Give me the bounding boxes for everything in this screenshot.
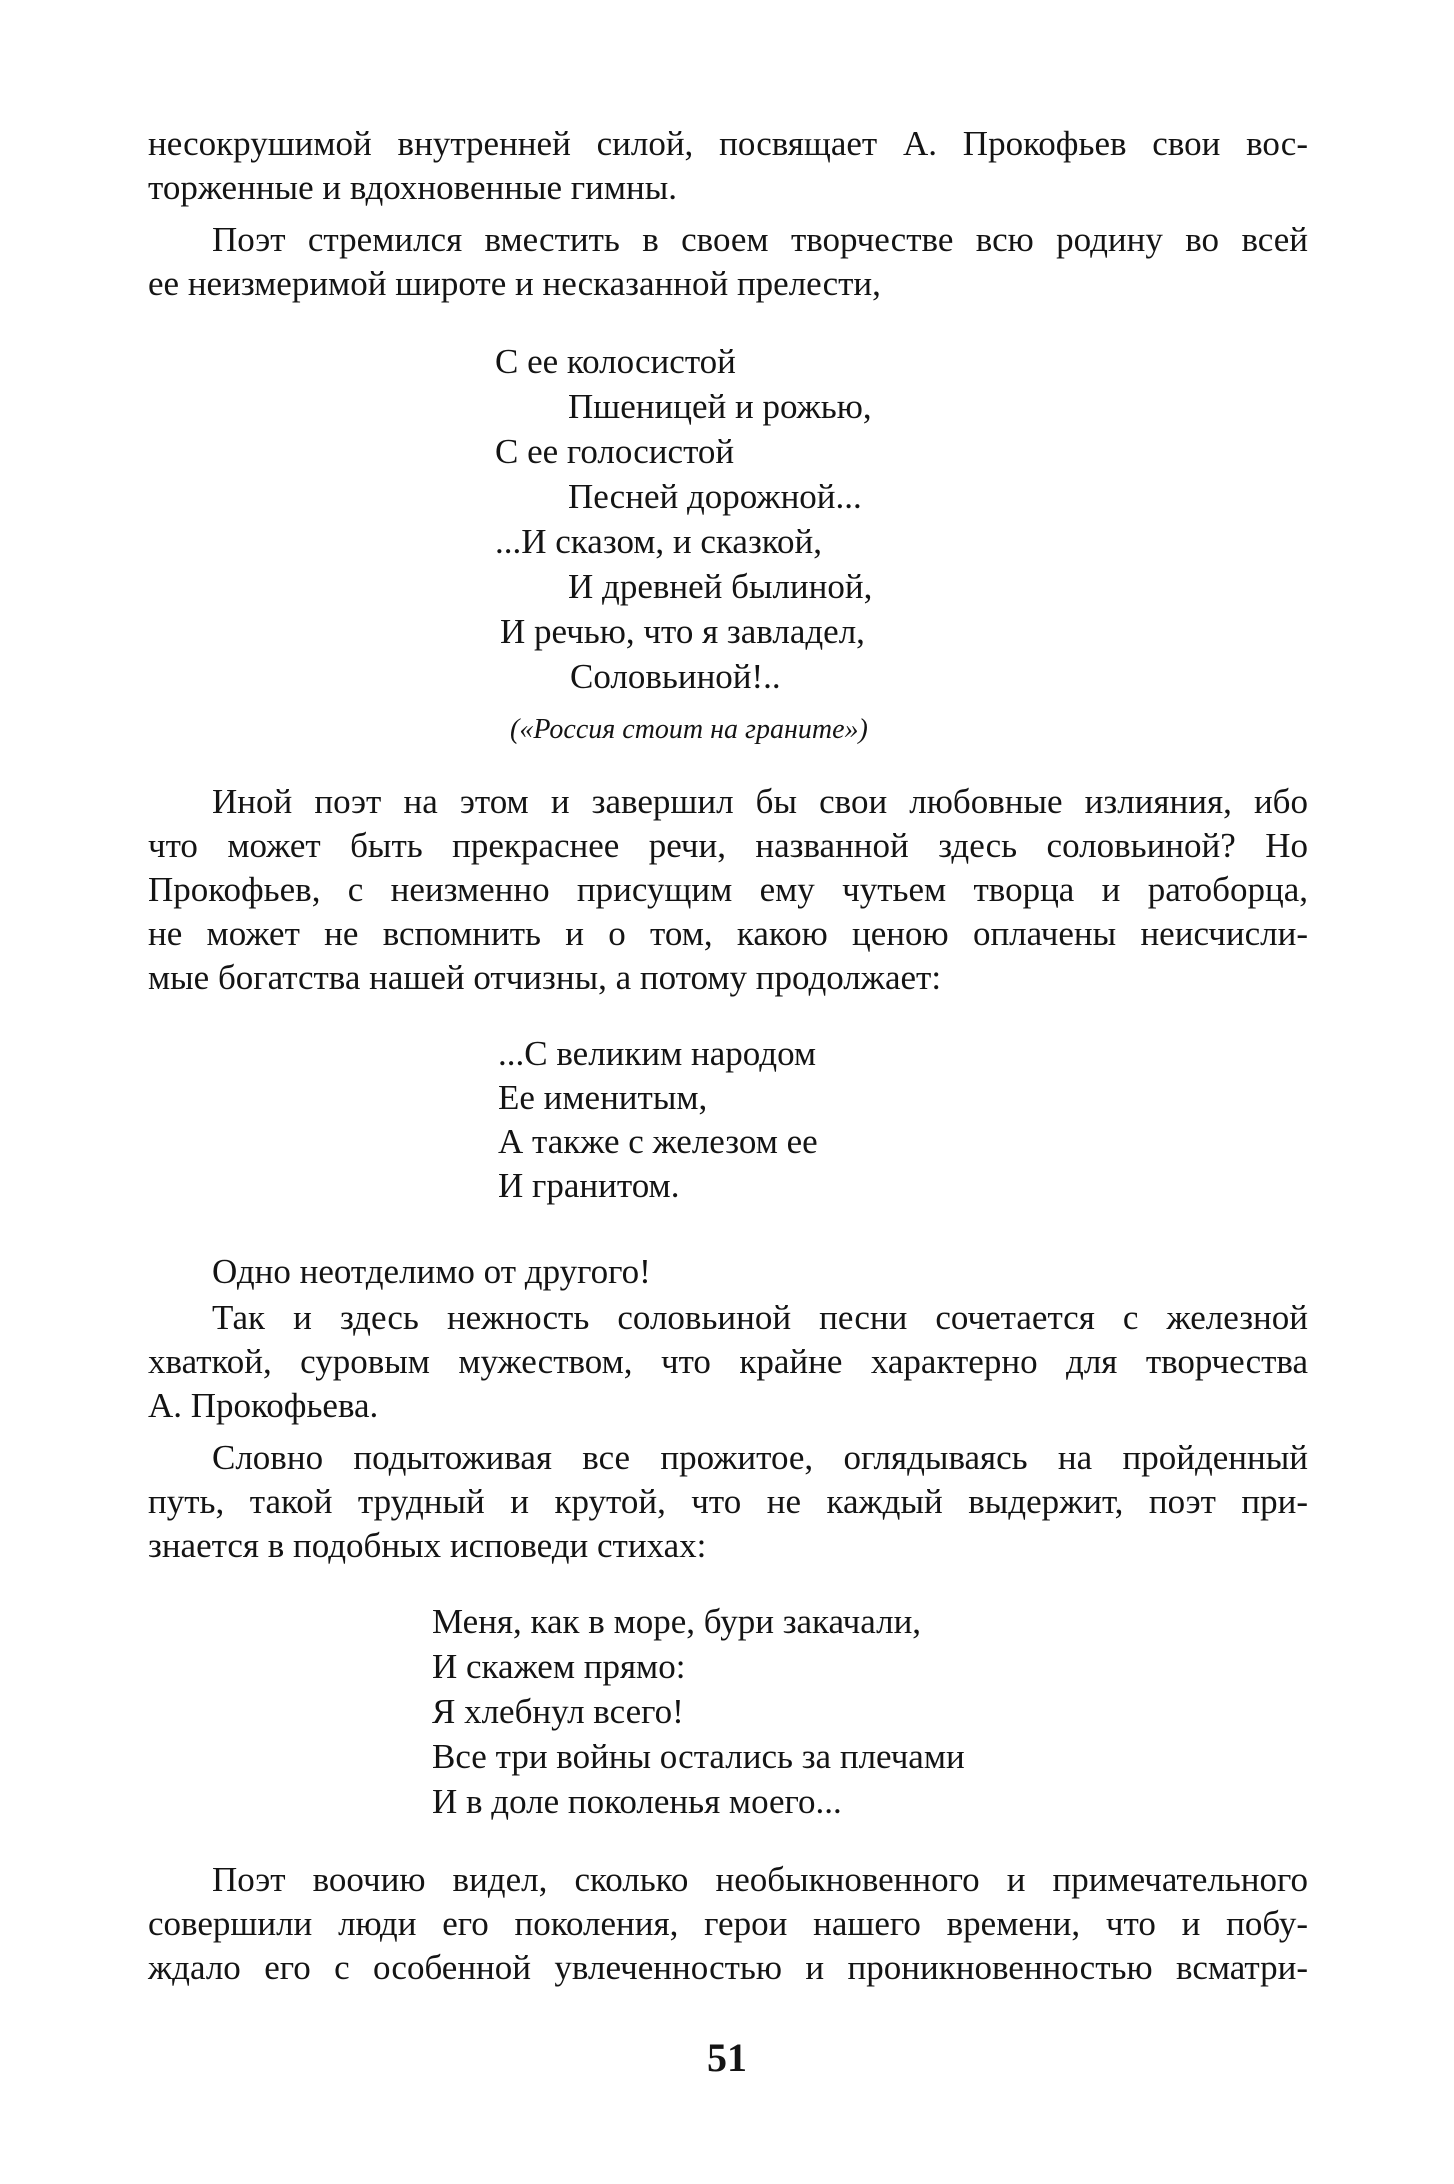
poem-1-line-6: И древней былиной, [568, 567, 873, 606]
paragraph-2-line-2: ее неизмеримой широте и несказанной прелести, [148, 264, 881, 303]
poem-1-line-2: Пшеницей и рожью, [568, 387, 872, 426]
paragraph-1-line-1: несокрушимой внутренней силой, посвящает А. Прокофьев свои вос- [148, 124, 1308, 163]
poem-3-line-3: Я хлебнул всего! [432, 1692, 684, 1731]
poem-1-line-3: С ее голосистой [495, 432, 735, 471]
paragraph-6-line-2: путь, такой трудный и крутой, что не каждый выдержит, поэт при- [148, 1482, 1308, 1521]
poem-1-line-8: Соловьиной!.. [570, 657, 781, 696]
poem-2-line-2: Ее именитым, [498, 1078, 708, 1117]
paragraph-3-line-5: мые богатства нашей отчизны, а потому продолжает: [148, 958, 942, 997]
poem-1-line-5: ...И сказом, и сказкой, [495, 522, 822, 561]
poem-3-line-2: И скажем прямо: [432, 1647, 686, 1686]
paragraph-3-line-2: что может быть прекраснее речи, названной здесь соловьиной? Но [148, 826, 1308, 865]
paragraph-7-line-1: Поэт воочию видел, сколько необыкновенного и примечательного [212, 1860, 1308, 1899]
paragraph-3-line-4: не может не вспомнить и о том, какою ценою оплачены неисчисли- [148, 914, 1308, 953]
poem-2-line-1: ...С великим народом [498, 1034, 817, 1073]
paragraph-5-line-2: хваткой, суровым мужеством, что крайне характерно для творчества [148, 1342, 1308, 1381]
poem-1-line-1: С ее колосистой [495, 342, 736, 381]
paragraph-1-line-2: торженные и вдохновенные гимны. [148, 168, 677, 207]
paragraph-5-line-1: Так и здесь нежность соловьиной песни сочетается с железной [212, 1298, 1308, 1337]
paragraph-7-line-3: ждало его с особенной увлеченностью и проникновенностью всматри- [148, 1948, 1308, 1987]
paragraph-2-line-1: Поэт стремился вместить в своем творчестве всю родину во всей [212, 220, 1308, 259]
poem-3-line-1: Меня, как в море, бури закачали, [432, 1602, 922, 1641]
poem-2-line-4: И гранитом. [498, 1166, 680, 1205]
paragraph-3-line-3: Прокофьев, с неизменно присущим ему чутьем творца и ратоборца, [148, 870, 1308, 909]
paragraph-6-line-3: знается в подобных исповеди стихах: [148, 1526, 707, 1565]
poem-3-line-4: Все три войны остались за плечами [432, 1737, 965, 1776]
poem-1-line-4: Песней дорожной... [568, 477, 862, 516]
paragraph-4-line-1: Одно неотделимо от другого! [212, 1252, 651, 1291]
poem-3-line-5: И в доле поколенья моего... [432, 1782, 842, 1821]
poem-2-line-3: А также с железом ее [498, 1122, 818, 1161]
poem-1-source: («Россия стоит на граните») [510, 714, 868, 745]
paragraph-3-line-1: Иной поэт на этом и завершил бы свои любовные излияния, ибо [212, 782, 1308, 821]
page-number: 51 [707, 2035, 747, 2080]
paragraph-5-line-3: А. Прокофьева. [148, 1386, 379, 1425]
paragraph-7-line-2: совершили люди его поколения, герои нашего времени, что и побу- [148, 1904, 1308, 1943]
paragraph-6-line-1: Словно подытоживая все прожитое, оглядываясь на пройденный [212, 1438, 1308, 1477]
poem-1-line-7: И речью, что я завладел, [500, 612, 865, 651]
